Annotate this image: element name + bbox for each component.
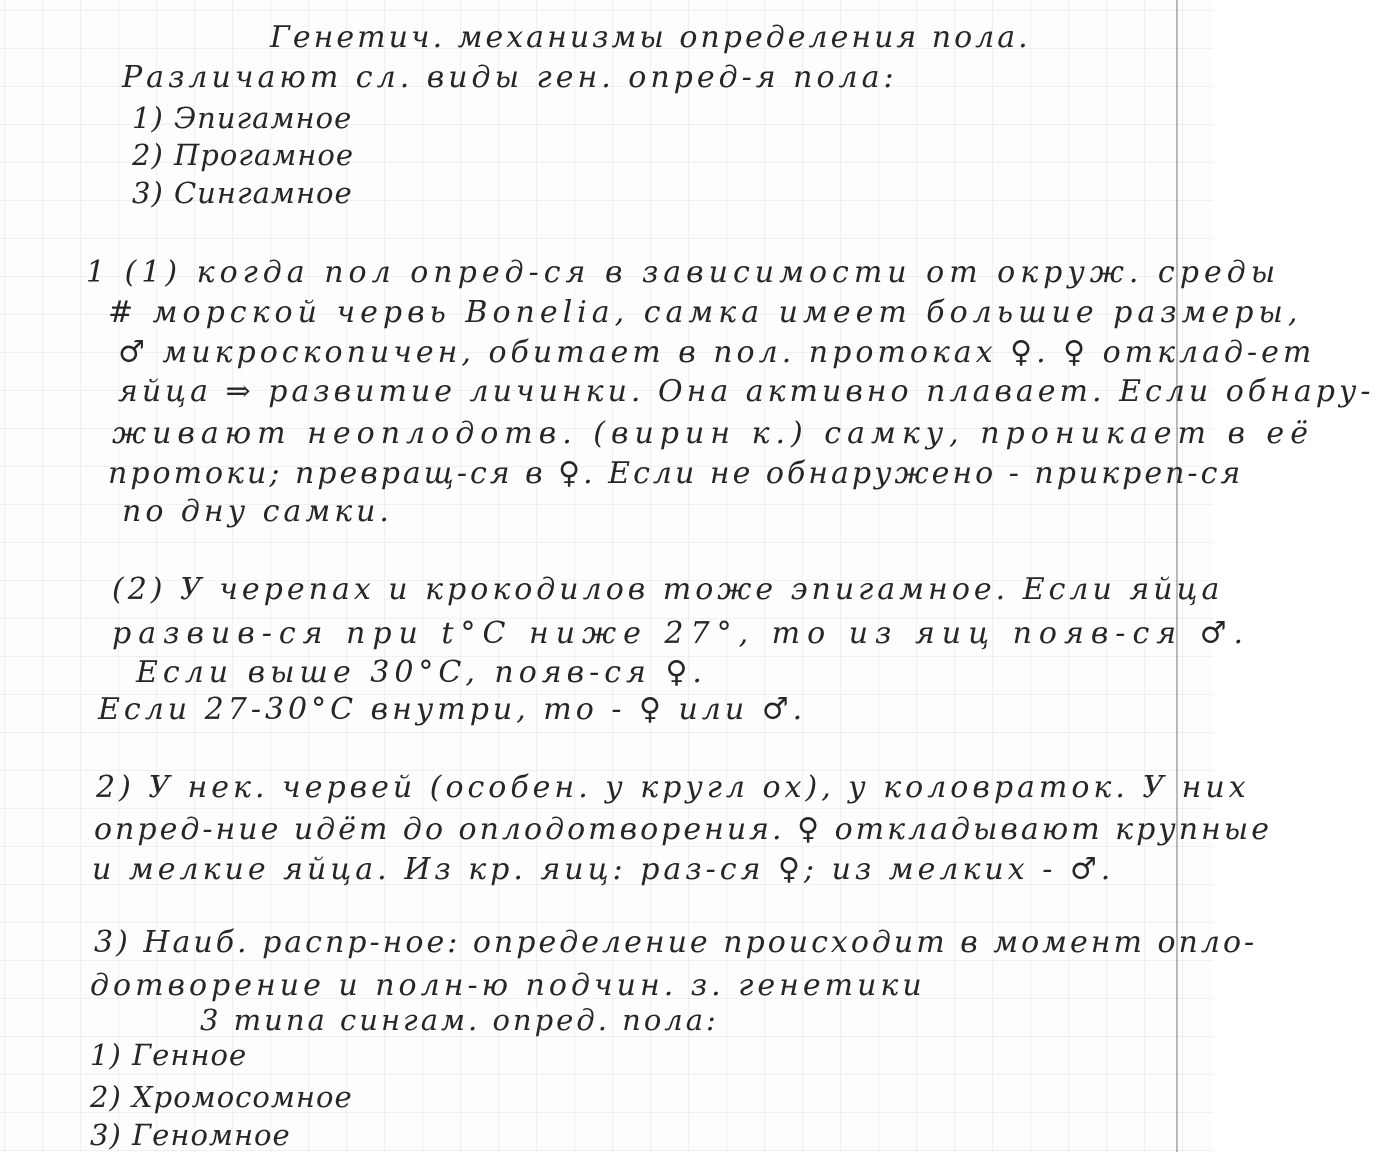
note-line: развив-ся при t°C ниже 27°, то из яиц появ-ся ♂. — [112, 616, 1251, 651]
note-line: # морской червь Bonelia, самка имеет большие размеры, — [108, 295, 1303, 330]
page-title: Генетич. механизмы определения пола. — [270, 20, 1031, 55]
note-line: опред-ние идёт до оплодотворения. ♀ откладывают крупные — [94, 812, 1272, 847]
type-item: 1) Генное — [90, 1038, 248, 1072]
type-item: 3) Геномное — [90, 1118, 291, 1152]
note-line: Если выше 30°C, появ-ся ♀. — [136, 655, 707, 690]
note-line: по дну самки. — [122, 494, 393, 529]
note-line: 3) Наиб. распр-ное: определение происходит в момент опло- — [94, 925, 1258, 960]
type-item: 1) Эпигамное — [132, 101, 353, 135]
note-line: 2) У нек. червей (особен. у кругл ох), у коловраток. У них — [96, 770, 1250, 805]
type-item: 2) Прогамное — [132, 138, 355, 172]
note-line: ♂ микроскопичен, обитает в пол. протоках ♀. ♀ отклад-ет — [118, 335, 1316, 370]
type-item: 3) Сингамное — [132, 176, 353, 210]
note-line: яйца ⇒ развитие личинки. Она активно плавает. Если обнару- — [118, 374, 1375, 409]
intro-line: Различают сл. виды ген. опред-я пола: — [122, 60, 898, 95]
note-line: протоки; превращ-ся в ♀. Если не обнаружено - прикреп-ся — [108, 456, 1244, 491]
note-line: (2) У черепах и крокодилов тоже эпигамное. Если яйца — [112, 572, 1224, 607]
note-line: дотворение и полн-ю подчин. з. генетики — [90, 968, 926, 1003]
type-item: 2) Хромосомное — [90, 1080, 353, 1114]
note-line: 3 типа сингам. опред. пола: — [200, 1003, 719, 1037]
note-line: живают неоплодотв. (вирин к.) самку, проникает в её — [112, 416, 1314, 451]
note-line: Если 27-30°C внутри, то - ♀ или ♂. — [98, 692, 807, 727]
note-line: 1 (1) когда пол опред-ся в зависимости от окруж. среды — [86, 255, 1281, 290]
note-line: и мелкие яйца. Из кр. яиц: раз-ся ♀; из мелких - ♂. — [92, 852, 1115, 887]
